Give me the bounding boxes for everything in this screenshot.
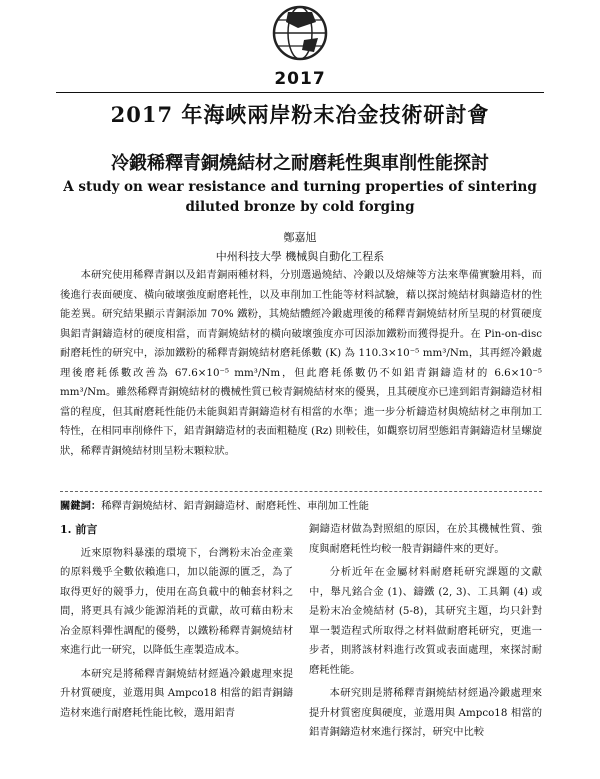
abstract-text: 本研究使用稀釋青銅以及鋁青銅兩種材料，分別選過燒結、冷鍛以及熔煉等方法來準備實驗用料，而後進行表面硬度、橫向破壞強度耐磨耗性，以及車削加工性能等材料試驗，藉以探討燒結材與鑄造材的性能差異。研究結果顯示青銅添加 70% 鐵粉，其燒結體經冷鍛處理後的稀釋青銅燒結材所呈現的材質硬度與鋁青銅鑄造材的硬度相當，而青銅燒結材的橫向破壞強度亦可因添加鐵粉而獲得提升。在 Pin-on-disc 耐磨耗性的研究中，添加鐵粉的稀釋青銅燒結材磨耗係數 (K) 為 110.3×10⁻⁵ mm³/Nm，其再經冷鍛處理後磨耗係數改善為 67.6×10⁻⁵ mm³/Nm，但此磨耗係數仍不如鋁青銅鑄造材的 6.6×10⁻⁵ mm³/Nm。雖然稀釋青銅燒結材的機械性質已較青銅燒結材來的優異，且其硬度亦已達到鋁青銅鑄造材相當的程度，但其耐磨耗性能仍未能與鋁青銅鑄造材有相當的水準；進一步分析鑄造材與燒結材之車削加工特性，在相同車削條件下，鋁青銅鑄造材的表面粗糙度 (Rz) 則較佳，如觀察切屑型態鋁青銅鑄造材呈螺旋狀，稀釋青銅燒結材則呈粉末顆粒狀。 — [60, 269, 542, 457]
paper-title-zh: 冷鍛稀釋青銅燒結材之耐磨耗性與車削性能探討 — [111, 153, 489, 174]
body-paragraph-continued: 銅鑄造材做為對照組的原因，在於其機械性質、強度與耐磨耗性均較一般青銅鑄件來的更好。 — [309, 523, 542, 555]
keywords-label: 關鍵詞： — [60, 500, 102, 512]
conference-logo — [258, 0, 342, 70]
conference-year: 2017 — [274, 69, 326, 89]
author-affiliation: 中州科技大學 機械與自動化工程系 — [215, 250, 385, 263]
keywords-value: 稀釋青銅燒結材、鋁青銅鑄造材、耐磨耗性、車削加工性能 — [101, 500, 369, 512]
conference-title: 2017 年海峽兩岸粉末冶金技術研討會 — [110, 102, 490, 127]
body-paragraph: 本研究則是將稀釋青銅燒結材經過冷鍛處理來提升材質密度與硬度，並選用與 Ampco18 相當的鋁青銅鑄造材來進行探討，研究中比較 — [309, 687, 542, 738]
body-column-left — [60, 520, 293, 727]
body-column-right — [309, 520, 542, 747]
section-divider — [60, 491, 542, 492]
body-paragraph: 本研究是將稀釋青銅燒結材經過冷鍛處理來提升材質硬度，並選用與 Ampco18 相當的鋁青銅鑄造材來進行耐磨耗性能比較，選用鋁青 — [60, 667, 293, 719]
section-heading-introduction: 1. 前言 — [60, 523, 98, 536]
body-paragraph: 分析近年在金屬材料耐磨耗研究課題的文獻中，舉凡銘合金 (1)、鑄鐵 (2, 3)、工具鋼 (4) 或是粉末冶金燒結材 (5-8)，其研究主題，均只針對單一製造程式所取得之材料做耐磨耗研究，更進一步者，則將該材料進行改質或表面處理，來探討耐磨耗性能。 — [309, 566, 542, 676]
body-paragraph: 近來原物料暴漲的環境下，台灣粉末冶金產業的原料幾乎全數依賴進口，加以能源的匱乏，為了取得更好的競爭力，使用在高負載中的軸套材料之間，將更具有減少能源消耗的貢獻，故可藉由粉末冶金原料彈性調配的優勢，以鐵粉稀釋青銅燒結材來進行此一研究，以降低生產製造成本。 — [60, 546, 293, 656]
header-rule — [56, 92, 544, 93]
paper-title-en: A study on wear resistance and turning properties of sintering diluted bronze by cold forging — [63, 179, 537, 215]
keywords-line — [60, 497, 542, 512]
author-name: 鄭嘉旭 — [283, 231, 317, 244]
